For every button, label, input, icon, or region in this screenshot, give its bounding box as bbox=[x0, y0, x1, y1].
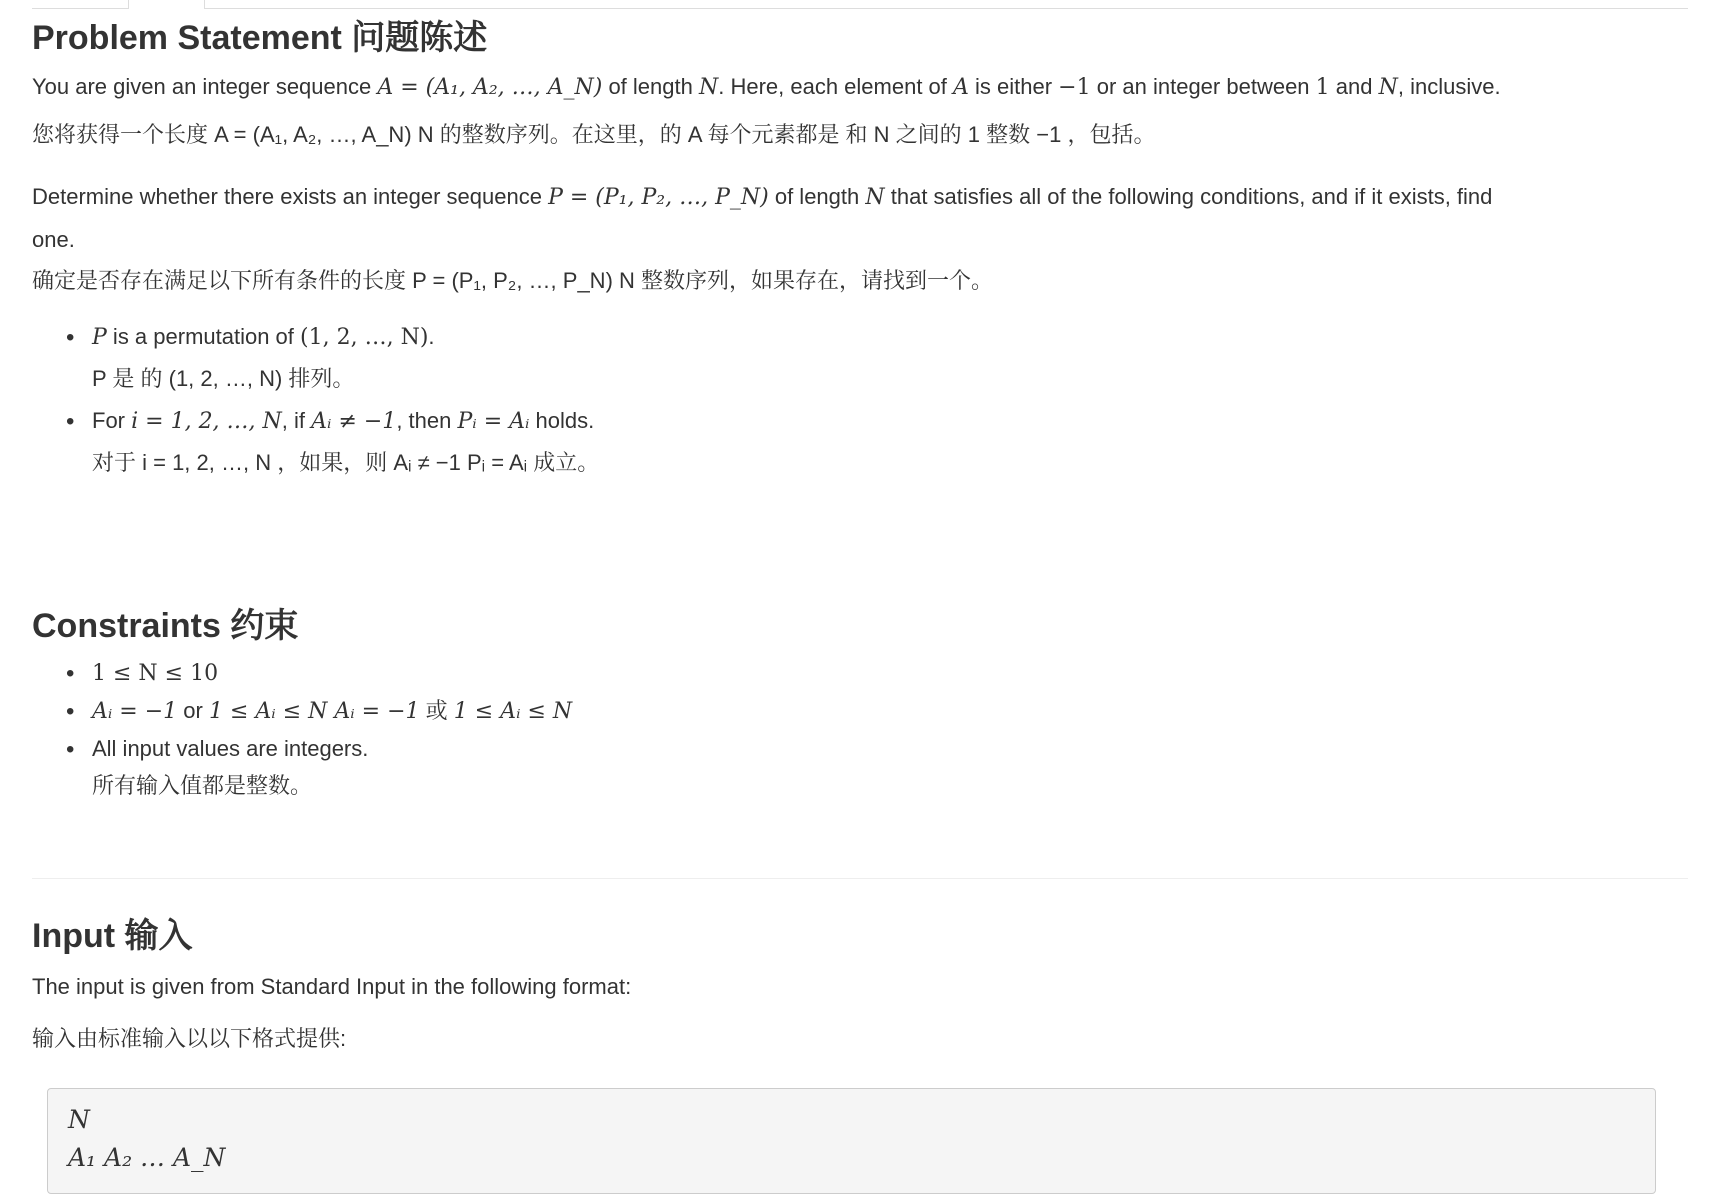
input-p-zh: 输入由标准输入以以下格式提供: bbox=[32, 1026, 347, 1051]
section-divider bbox=[32, 878, 1688, 879]
statement-p1-en: You are given an integer sequence A = (A₁, A₂, …, A_N) of length N. Here, each element of A is either −1 or an integer between 1 and N, inclusive. bbox=[32, 74, 1501, 100]
input-p-en: The input is given from Standard Input in the following format: bbox=[32, 974, 632, 999]
statement-p2-en: Determine whether there exists an integer sequence P = (P₁, P₂, …, P_N) of length N that satisfies all of the following conditions, and if it exists, find one. bbox=[32, 184, 1493, 252]
condition-item: • For i = 1, 2, …, N, if Aᵢ ≠ −1, then Pᵢ = Aᵢ holds. bbox=[66, 404, 599, 438]
problem-statement-heading: Problem Statement 问题陈述 bbox=[32, 19, 488, 57]
condition-item: • P is a permutation of (1, 2, …, N). bbox=[66, 320, 599, 354]
statement-p1-zh: 您将获得一个长度 A = (A₁, A₂, …, A_N) N 的整数序列。在这里，的 A 每个元素都是 和 N 之间的 1 整数 −1 ，包括。 bbox=[32, 122, 1156, 147]
input-heading: Input 输入 bbox=[32, 917, 193, 955]
constraint-item: • All input values are integers. bbox=[66, 732, 572, 765]
input-format-line: N bbox=[68, 1105, 90, 1134]
condition-zh: 对于 i = 1, 2, …, N ，如果，则 Aᵢ ≠ −1 Pᵢ = Aᵢ 成立。 bbox=[92, 449, 600, 475]
constraint-item: • Aᵢ = −1 or 1 ≤ Aᵢ ≤ N Aᵢ = −1 或 1 ≤ Aᵢ ≤ N bbox=[66, 694, 572, 728]
constraint-item: • 1 ≤ N ≤ 10 bbox=[66, 656, 572, 690]
condition-zh: P 是 的 (1, 2, …, N) 排列。 bbox=[92, 366, 355, 391]
input-format-block bbox=[47, 1088, 1656, 1194]
constraints-heading: Constraints 约束 bbox=[32, 607, 299, 645]
conditions-list bbox=[66, 320, 599, 484]
constraints-list bbox=[66, 656, 572, 807]
tab-strip bbox=[128, 0, 1688, 9]
input-format-line: A₁ A₂ … A_N bbox=[68, 1143, 226, 1172]
statement-p2-zh: 确定是否存在满足以下所有条件的长度 P = (P₁, P₂, …, P_N) N 整数序列，如果存在，请找到一个。 bbox=[32, 268, 994, 293]
constraint-zh: 所有输入值都是整数。 bbox=[92, 773, 313, 798]
